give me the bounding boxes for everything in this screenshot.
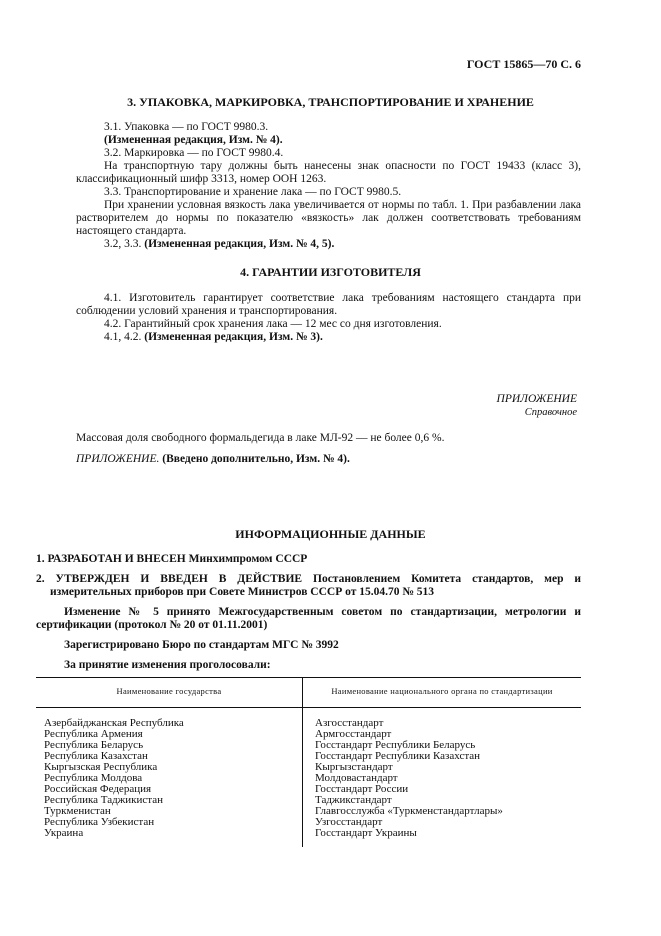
info-item-1: 1. РАЗРАБОТАН И ВНЕСЕН Минхимпромом СССР: [36, 553, 308, 565]
standards-body-cell: Узгосстандарт: [315, 816, 383, 828]
table-header-country: Наименование государства: [36, 678, 303, 708]
page-header: ГОСТ 15865—70 С. 6: [466, 57, 581, 71]
country-cell: Республика Таджикистан: [36, 795, 303, 806]
table-body: [36, 708, 581, 848]
appendix-body: [76, 432, 581, 466]
country-cell: Туркменистан: [36, 806, 303, 817]
country-cell: Республика Казахстан: [36, 751, 303, 762]
para-4-change: 4.1, 4.2. (Измененная редакция, Изм. № 3).: [104, 331, 323, 343]
table-row: [36, 828, 581, 847]
standards-body-cell: Молдовастандарт: [315, 772, 398, 784]
para-3-2: 3.2. Маркировка — по ГОСТ 9980.4.: [104, 147, 284, 159]
standards-body-cell: Главгосслужба «Туркменстандартлары»: [315, 805, 503, 817]
standards-body-cell: Госстандарт Республики Беларусь: [315, 739, 476, 751]
info-voted: За принятие изменения проголосовали:: [64, 659, 271, 671]
standards-body-cell: Таджикстандарт: [315, 794, 392, 806]
country-cell: Республика Молдова: [36, 773, 303, 784]
country-cell: Украина: [36, 828, 303, 847]
standards-body-cell: Госстандарт России: [315, 783, 409, 795]
info-item-2: 2. УТВЕРЖДЕН И ВВЕДЕН В ДЕЙСТВИЕ Постановлением Комитета стандартов, мер и измерительных приборов при Совете Министров СССР от 15.04.70 № 513: [36, 573, 581, 598]
table-header-body: Наименование национального органа по стандартизации: [303, 678, 582, 708]
table-row: [36, 817, 581, 828]
standards-body-cell: Кыргызстандарт: [315, 761, 393, 773]
appendix-text: Массовая доля свободного формальдегида в лаке МЛ-92 — не более 0,6 %.: [76, 432, 445, 444]
section-4-title: 4. ГАРАНТИИ ИЗГОТОВИТЕЛЯ: [240, 265, 421, 279]
country-cell: Республика Армения: [36, 729, 303, 740]
standards-body-cell: Госстандарт Республики Казахстан: [315, 750, 481, 762]
country-cell: Российская Федерация: [36, 784, 303, 795]
country-cell: Кыргызская Республика: [36, 762, 303, 773]
section-4-body: [76, 292, 581, 344]
appendix-note: ПРИЛОЖЕНИЕ. (Введено дополнительно, Изм. № 4).: [76, 453, 350, 465]
country-cell: Республика Узбекистан: [36, 817, 303, 828]
appendix-label: ПРИЛОЖЕНИЕ Справочное: [496, 393, 577, 418]
info-title: ИНФОРМАЦИОННЫЕ ДАННЫЕ: [235, 527, 426, 541]
para-3-1: 3.1. Упаковка — по ГОСТ 9980.3.: [104, 121, 269, 133]
section-3-title: 3. УПАКОВКА, МАРКИРОВКА, ТРАНСПОРТИРОВАНИЕ И ХРАНЕНИЕ: [127, 95, 534, 109]
country-cell: Республика Беларусь: [36, 740, 303, 751]
para-3-1-change: (Измененная редакция, Изм. № 4).: [104, 134, 283, 146]
voting-table: [36, 677, 581, 847]
para-3-3-text: При хранении условная вязкость лака увеличивается от нормы по табл. 1. При разбавлении лака растворителем до нормы по показателю «вязкость» лак должен соответствовать требованиям настоящего стандарта.: [76, 199, 581, 237]
para-4-1: 4.1. Изготовитель гарантирует соответствие лака требованиям настоящего стандарта при соблюдении условий хранения и транспортирования.: [76, 292, 581, 317]
info-registered: Зарегистрировано Бюро по стандартам МГС № 3992: [64, 639, 339, 651]
section-3-body: [76, 121, 581, 251]
table-row: [36, 708, 581, 730]
standards-body-cell: Азгосстандарт: [315, 717, 384, 729]
para-4-2: 4.2. Гарантийный срок хранения лака — 12 мес со дня изготовления.: [104, 318, 442, 330]
standards-body-cell: Госстандарт Украины: [315, 827, 417, 839]
para-3-3: 3.3. Транспортирование и хранение лака — по ГОСТ 9980.5.: [104, 186, 402, 198]
para-3-change: 3.2, 3.3. (Измененная редакция, Изм. № 4, 5).: [104, 238, 335, 250]
country-cell: Азербайджанская Республика: [36, 708, 303, 730]
standards-body-cell: Армгосстандарт: [315, 728, 392, 740]
info-change: Изменение № 5 принято Межгосударственным советом по стандартизации, метрологии и сертификации (протокол № 20 от 01.11.2001): [36, 606, 581, 631]
para-3-2-text: На транспортную тару должны быть нанесены знак опасности по ГОСТ 19433 (класс 3), классификационный шифр 3313, номер ООН 1263.: [76, 160, 581, 185]
